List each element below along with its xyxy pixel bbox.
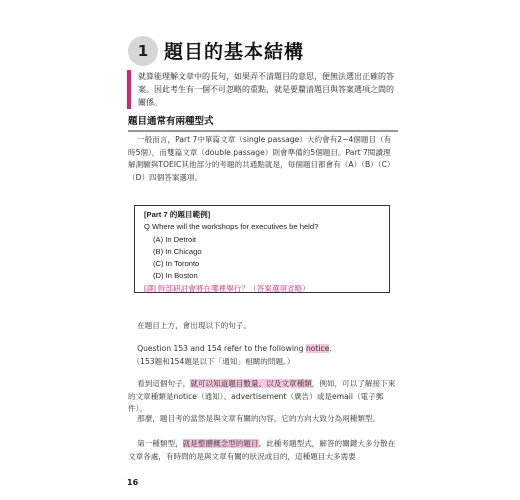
example-question: Q Where will the workshops for executives be held?	[144, 222, 319, 232]
refer-sentence-translation: （153題和154題是以下「通知」相關的問題。）	[132, 356, 295, 366]
refer-sentence-text: Question 153 and 154 refer to the following	[137, 344, 306, 353]
chapter-number-badge: 1	[128, 36, 158, 66]
paragraph-part7-overview: 一般而言，Part 7中單篇文章（single passage）大約會有2~4個題目（有時5個），而雙篇文章（double passage）則會準備約5個題目。Part 7閱讀理解測驗與TOEIC其他部分的考題的共通點就是，每個題目都會有（A）（B）（C）（D）四個答案選項。	[128, 135, 395, 182]
paragraph-first-type	[128, 438, 398, 463]
example-title: [Part 7 的題目範例]	[144, 210, 211, 219]
overall-concept-highlight: 就是整體概念型的題目	[182, 439, 259, 448]
example-option-d: (D) In Boston	[153, 271, 198, 281]
example-option-b: (B) In Chicago	[153, 246, 202, 256]
para4-end: ，例如，可以了解接下來的文章種類是notice（通知）、advertisement（廣告）或是email（電子郵件）。	[128, 379, 396, 413]
example-translation: [譯] 幹部研討會將在哪裡舉行？（答案選項省略）	[144, 283, 310, 293]
paragraph-after-sentence	[128, 378, 398, 416]
para6-start: 第一種類型，	[137, 439, 183, 448]
question-count-highlight: 就可以知道題目數量、以及文章種類	[190, 379, 312, 388]
example-box	[134, 205, 390, 293]
refer-sentence-end: .	[329, 344, 332, 353]
paragraph-two-types: 那麼，題目考的當然是與文章有關的內容，它的方向大致分為兩種類型。	[137, 414, 381, 423]
para4-start: 看到這個句子，	[137, 379, 191, 388]
example-option-c: (C) In Toronto	[153, 259, 200, 269]
paragraph-question-refer	[128, 343, 398, 368]
para6-end: 。此種考題型式，解答的關鍵大多分散在文章各處，有時問的是與文章有關的狀況或目的，這種題目大多需要	[128, 439, 396, 461]
intro-paragraph: 就算能理解文章中的長句，如果弄不清題目的意思，便無法選出正確的答案。因此考生有一個不可忽略的重點，就是要釐清題目與答案選項之間的關係。	[127, 70, 400, 109]
page-number: 16	[127, 478, 139, 487]
paragraph-sentence-intro: 在題目上方，會出現以下的句子。	[137, 321, 252, 330]
chapter-title: 題目的基本結構	[164, 41, 305, 63]
example-option-a: (A) In Detroit	[153, 234, 197, 244]
section-heading: 題目通常有兩種型式	[128, 113, 398, 132]
notice-highlight: notice	[305, 344, 330, 353]
